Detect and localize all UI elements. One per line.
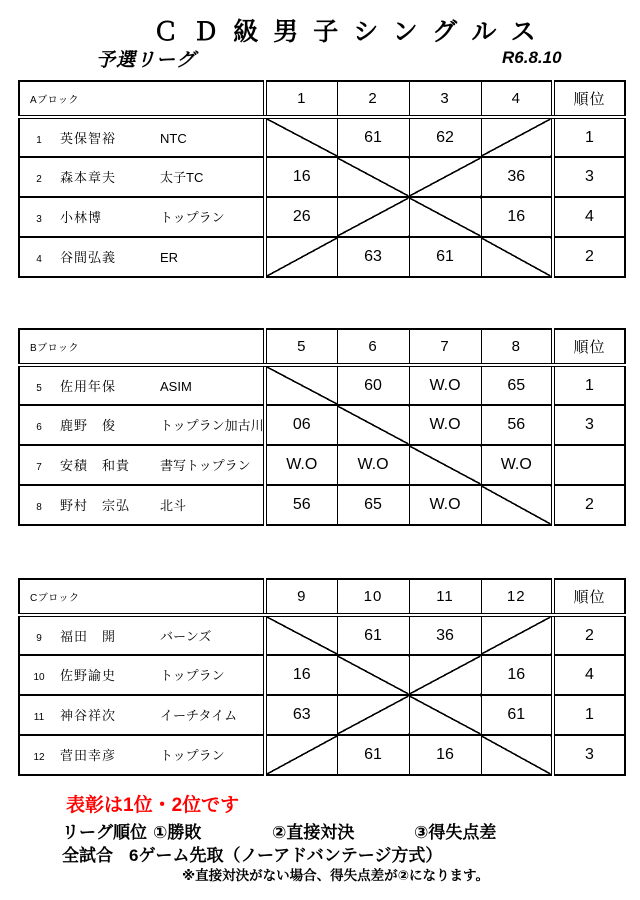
score-cell: W.O [409, 365, 481, 405]
score-cell: 61 [337, 735, 409, 775]
crossed-cell [337, 695, 409, 735]
rank-cell: 3 [553, 735, 625, 775]
col-header: 11 [409, 579, 481, 615]
rank-cell: 2 [553, 485, 625, 525]
col-header: 1 [265, 81, 337, 117]
player-cell [19, 485, 265, 525]
player-name: 佐野諭史 [60, 668, 117, 683]
score-cell: W.O [337, 445, 409, 485]
player-cell [19, 655, 265, 695]
score-cell: 65 [481, 365, 553, 405]
score-cell: W.O [409, 405, 481, 445]
player-cell [19, 117, 265, 157]
player-number: 5 [36, 382, 42, 394]
player-name: 森本章夫 [60, 170, 117, 185]
rank-cell: 3 [553, 157, 625, 197]
crossed-cell [481, 615, 553, 655]
score-cell: 06 [265, 405, 337, 445]
score-cell: 61 [481, 695, 553, 735]
player-club: トップラン加古川 [160, 418, 264, 433]
crossed-cell [409, 655, 481, 695]
rank-cell: 1 [553, 365, 625, 405]
crossed-cell [337, 197, 409, 237]
page-title: ＣＤ級男子シングルス [153, 18, 551, 46]
rank-rule-item-1: ①勝敗 [153, 823, 202, 842]
score-cell: 61 [409, 237, 481, 277]
player-cell [19, 157, 265, 197]
score-cell: W.O [265, 445, 337, 485]
score-cell: 56 [481, 405, 553, 445]
player-number: 1 [36, 134, 42, 146]
subtitle-league: 予選リーグ [96, 50, 197, 71]
match-rule-label: 全試合 [62, 846, 113, 865]
rank-cell: 1 [553, 695, 625, 735]
player-number: 4 [36, 254, 42, 265]
score-cell: 65 [337, 485, 409, 525]
score-cell: 60 [337, 365, 409, 405]
crossed-cell [409, 157, 481, 197]
player-number: 10 [33, 672, 45, 683]
player-number: 11 [33, 712, 45, 723]
crossed-cell [409, 197, 481, 237]
score-cell: 16 [481, 197, 553, 237]
player-name: 神谷祥次 [60, 708, 117, 723]
score-cell: 16 [265, 655, 337, 695]
score-cell: 63 [265, 695, 337, 735]
player-club: バーンズ [160, 628, 212, 644]
col-header: 5 [265, 329, 337, 365]
player-club: NTC [160, 130, 187, 146]
league-block [18, 80, 626, 278]
block-label: Cブロック [19, 579, 265, 615]
score-cell: 36 [409, 615, 481, 655]
crossed-cell [337, 405, 409, 445]
score-cell: 56 [265, 485, 337, 525]
player-club: 書写トップラン [160, 458, 251, 473]
rank-header: 順位 [553, 81, 625, 117]
player-club: トップラン [160, 668, 225, 683]
rank-rule-item-2: ②直接対決 [272, 823, 355, 842]
col-header: 6 [337, 329, 409, 365]
player-name: 英保智裕 [60, 130, 117, 146]
crossed-cell [265, 615, 337, 655]
player-name: 谷間弘義 [60, 250, 117, 265]
col-header: 12 [481, 579, 553, 615]
crossed-cell [481, 237, 553, 277]
score-cell: 36 [481, 157, 553, 197]
crossed-cell [265, 365, 337, 405]
date-label: R6.8.10 [502, 48, 562, 67]
player-number: 6 [36, 422, 42, 433]
crossed-cell [481, 735, 553, 775]
rank-cell: 2 [553, 237, 625, 277]
block-label: Bブロック [19, 329, 265, 365]
player-cell [19, 445, 265, 485]
league-table [18, 328, 626, 526]
player-cell [19, 615, 265, 655]
player-club: トップラン [160, 210, 225, 225]
player-number: 9 [36, 632, 42, 644]
player-name: 安積 和貴 [60, 458, 131, 473]
tiebreak-note: ※直接対決がない場合、得失点差が②になります。 [182, 868, 489, 883]
score-cell: 62 [409, 117, 481, 157]
player-cell [19, 735, 265, 775]
player-cell [19, 197, 265, 237]
player-name: 菅田幸彦 [60, 748, 117, 763]
col-header: 4 [481, 81, 553, 117]
player-cell [19, 365, 265, 405]
col-header: 2 [337, 81, 409, 117]
rank-header: 順位 [553, 329, 625, 365]
score-cell: 16 [265, 157, 337, 197]
rank-cell [553, 445, 625, 485]
league-table [18, 80, 626, 278]
player-club: ER [160, 250, 179, 265]
rank-header: 順位 [553, 579, 625, 615]
player-name: 野村 宗弘 [60, 498, 131, 513]
player-name: 小林博 [60, 210, 103, 225]
score-cell: 26 [265, 197, 337, 237]
league-block [18, 328, 626, 526]
player-cell [19, 695, 265, 735]
award-note: 表彰は1位・2位です [66, 795, 240, 816]
player-club: トップラン [160, 748, 225, 763]
rank-rule-item-3: ③得失点差 [414, 823, 497, 842]
player-number: 3 [36, 214, 42, 225]
rank-cell: 4 [553, 197, 625, 237]
score-cell: W.O [409, 485, 481, 525]
score-cell: 16 [481, 655, 553, 695]
score-cell: 61 [337, 117, 409, 157]
player-name: 福田 開 [60, 628, 117, 644]
player-number: 7 [36, 462, 42, 473]
col-header: 8 [481, 329, 553, 365]
crossed-cell [409, 695, 481, 735]
score-cell: 16 [409, 735, 481, 775]
score-cell: W.O [481, 445, 553, 485]
crossed-cell [337, 655, 409, 695]
rank-cell: 1 [553, 117, 625, 157]
player-number: 12 [33, 752, 45, 763]
league-table [18, 578, 626, 776]
player-club: イーチタイム [160, 708, 238, 723]
player-club: ASIM [160, 378, 192, 394]
rank-rule-label: リーグ順位 [62, 823, 147, 842]
rank-cell: 4 [553, 655, 625, 695]
crossed-cell [481, 485, 553, 525]
crossed-cell [265, 237, 337, 277]
player-cell [19, 237, 265, 277]
crossed-cell [265, 117, 337, 157]
crossed-cell [481, 117, 553, 157]
player-cell [19, 405, 265, 445]
col-header: 10 [337, 579, 409, 615]
league-block [18, 578, 626, 776]
score-cell: 63 [337, 237, 409, 277]
block-label: Aブロック [19, 81, 265, 117]
col-header: 3 [409, 81, 481, 117]
crossed-cell [337, 157, 409, 197]
crossed-cell [265, 735, 337, 775]
player-club: 太子TC [160, 170, 204, 185]
player-number: 8 [36, 502, 42, 513]
player-number: 2 [36, 174, 42, 185]
match-rule-text: 6ゲーム先取（ノーアドバンテージ方式） [129, 846, 443, 865]
rank-cell: 3 [553, 405, 625, 445]
col-header: 9 [265, 579, 337, 615]
player-name: 佐用年保 [60, 378, 117, 394]
crossed-cell [409, 445, 481, 485]
player-name: 鹿野 俊 [60, 418, 117, 433]
col-header: 7 [409, 329, 481, 365]
score-cell: 61 [337, 615, 409, 655]
player-club: 北斗 [160, 498, 187, 513]
rank-cell: 2 [553, 615, 625, 655]
